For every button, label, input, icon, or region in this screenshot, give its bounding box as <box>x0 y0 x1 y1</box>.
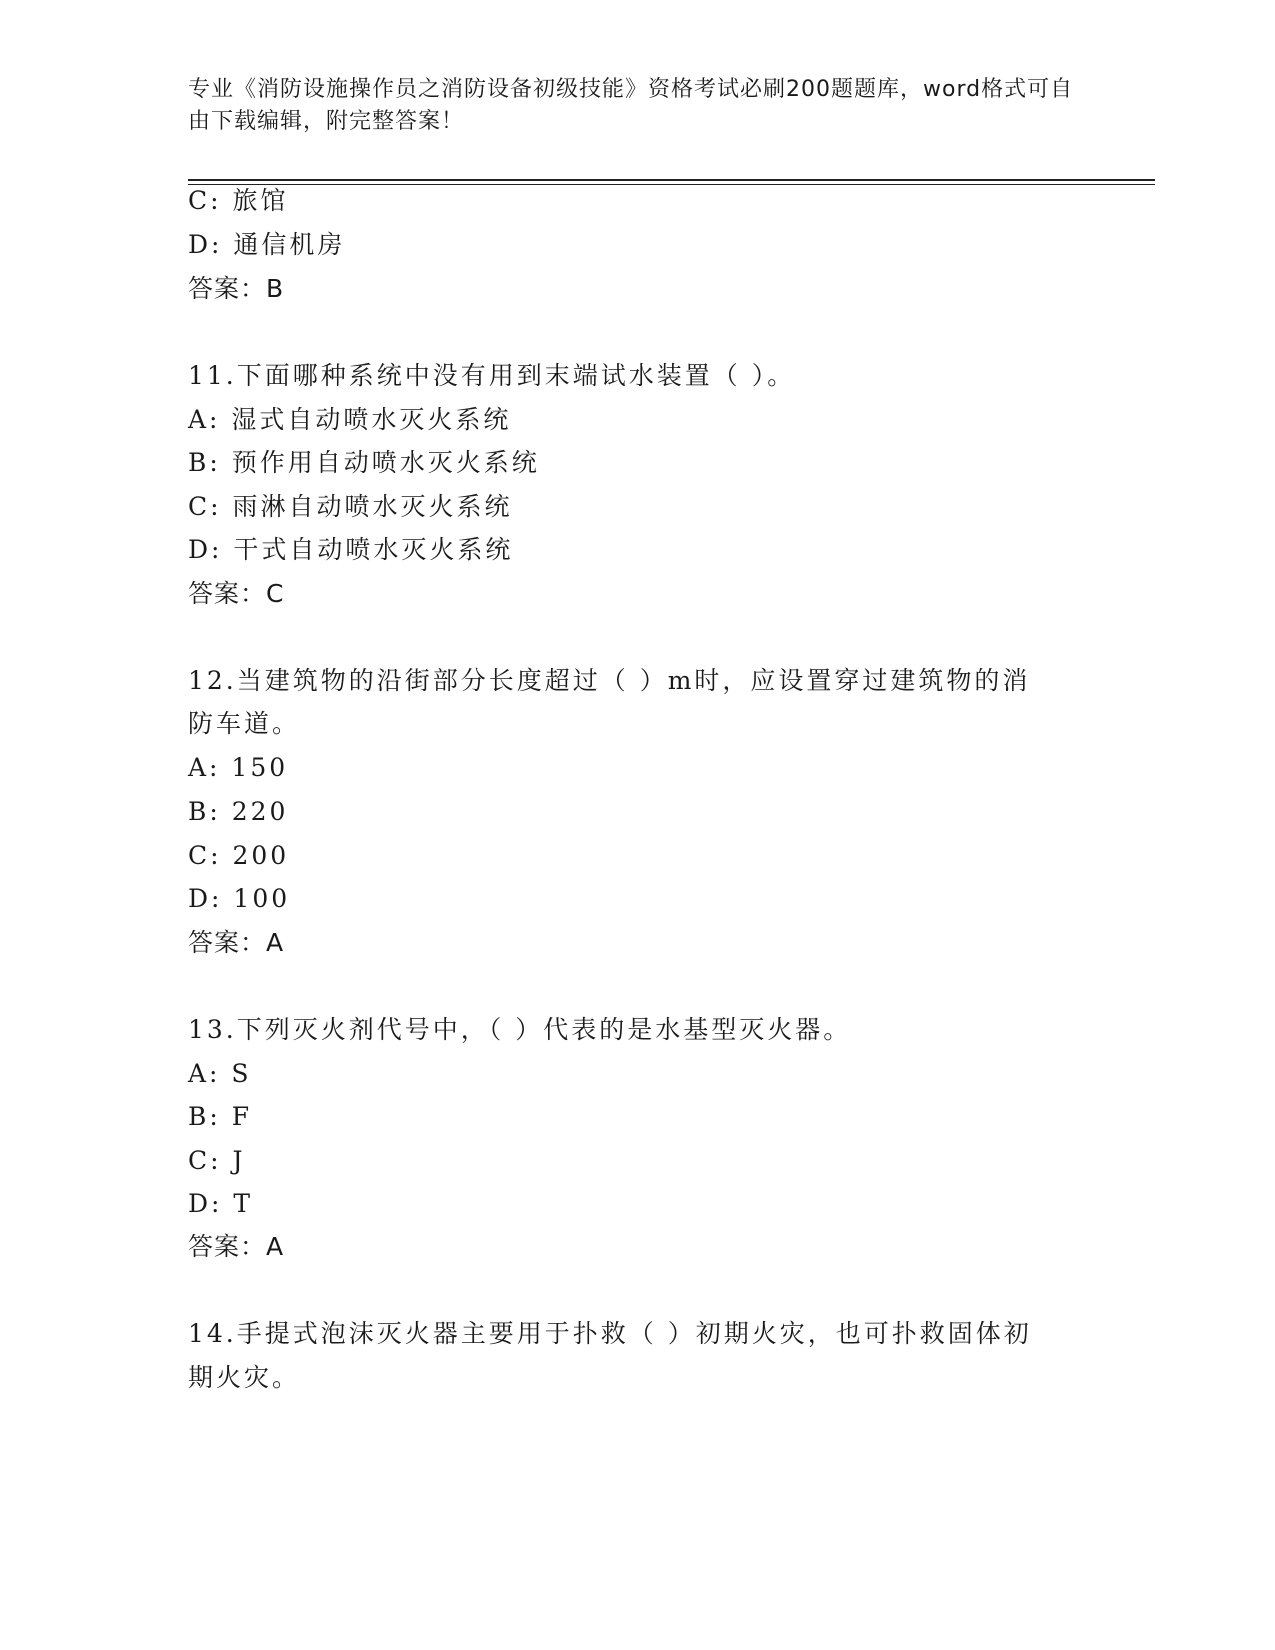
question-stem-continued: 防车道。 <box>188 709 301 738</box>
option-b: B: F <box>188 1102 253 1131</box>
answer: 答案：A <box>188 928 285 957</box>
question-stem: 13.下列灭火剂代号中，（ ）代表的是水基型灭火器。 <box>188 1015 852 1044</box>
option-a: A: 150 <box>188 753 289 782</box>
option-c: C: 旅馆 <box>188 186 289 215</box>
document-header: 专业《消防设施操作员之消防设备初级技能》资格考试必刷200题题库，word格式可自由下载编辑，附完整答案！ <box>188 77 1074 134</box>
option-d: D: 干式自动喷水灭火系统 <box>188 535 514 564</box>
option-c: C: 雨淋自动喷水灭火系统 <box>188 492 513 521</box>
option-c: C: J <box>188 1146 246 1175</box>
option-b: B: 预作用自动喷水灭火系统 <box>188 448 540 477</box>
option-a: A: 湿式自动喷水灭火系统 <box>188 405 512 434</box>
header-rule-thin <box>188 184 1155 185</box>
option-c: C: 200 <box>188 841 290 870</box>
question-stem: 14.手提式泡沫灭火器主要用于扑救（ ）初期火灾，也可扑救固体初 <box>188 1319 1032 1348</box>
option-b: B: 220 <box>188 797 289 826</box>
option-a: A: S <box>188 1059 252 1088</box>
option-d: D: T <box>188 1189 254 1218</box>
question-stem-continued: 期火灾。 <box>188 1363 301 1392</box>
header-rule-thick <box>188 179 1155 181</box>
option-d: D: 通信机房 <box>188 230 346 259</box>
answer: 答案：C <box>188 579 285 608</box>
answer: 答案：A <box>188 1232 285 1261</box>
answer: 答案：B <box>188 274 285 303</box>
question-stem: 11.下面哪种系统中没有用到末端试水装置（ ）。 <box>188 361 796 390</box>
option-d: D: 100 <box>188 884 291 913</box>
question-stem: 12.当建筑物的沿街部分长度超过（ ）m时，应设置穿过建筑物的消 <box>188 666 1031 695</box>
